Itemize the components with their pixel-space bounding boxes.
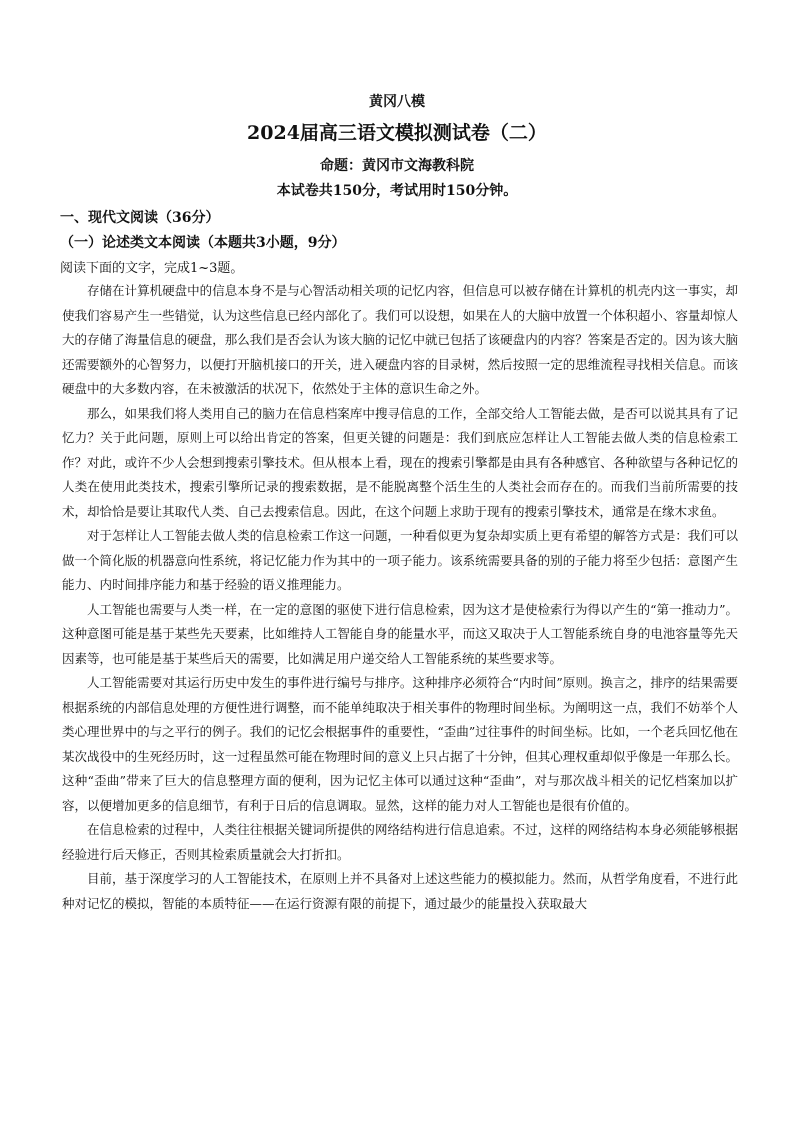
passage-paragraph-4: 人工智能也需要与人类一样，在一定的意图的驱使下进行信息检索，因为这才是使检索行为得以产生的“第一推动力”。这种意图可能是基于某些先天要素，比如维持人工智能自身的能量水平，而这又取决于人工智能系统自身的电池容量等先天因素等，也可能是基于某些后天的需要，比如满足用户递交给人工智能系统的某些要求等。 (62, 601, 738, 666)
passage-paragraph-3: 对于怎样让人工智能去做人类的信息检索工作这一问题，一种看似更为复杂却实质上更有希望的解答方式是：我们可以做一个简化版的机器意向性系统，将记忆能力作为其中的一项子能力。该系统需要具备的别的子能力将至少包括：意图产生能力、内时间排序能力和基于经验的语义推理能力。 (62, 528, 738, 592)
section-heading-part1: 一、现代文阅读（36分） (60, 210, 220, 226)
section-heading-part1-sub1: （一）论述类文本阅读（本题共3小题，9分） (60, 235, 346, 251)
passage-paragraph-7: 目前，基于深度学习的人工智能技术，在原则上并不具备对上述这些能力的模拟能力。然而，从哲学角度看，不进行此种对记忆的模拟，智能的本质特征——在运行资源有限的前提下，通过最少的能量投入获取最大 (62, 871, 738, 911)
passage-paragraph-6: 在信息检索的过程中，人类往往根据关键词所提供的网络结构进行信息追索。不过，这样的网络结构本身必须能够根据经验进行后天修正，否则其检索质量就会大打折扣。 (62, 822, 738, 862)
exam-subtitle: 黄冈八模 (369, 94, 425, 110)
exam-info: 本试卷共150分，考试用时150分钟。 (276, 183, 518, 199)
exam-title: 2024届高三语文模拟测试卷（二） (247, 122, 547, 144)
exam-author: 命题：黄冈市文海教科院 (320, 158, 474, 174)
reading-instruction: 阅读下面的文字，完成1~3题。 (60, 261, 244, 276)
passage-paragraph-5: 人工智能需要对其运行历史中发生的事件进行编号与排序。这种排序必须符合“内时间”原则。换言之，排序的结果需要根据系统的内部信息处理的方便性进行调整，而不能单纯取决于相关事件的物理时间坐标。为阐明这一点，我们不妨举个人类心理世界中的与之平行的例子。我们的记忆会根据事件的重要性，“歪曲”过往事件的时间坐标。比如，一个老兵回忆他在某次战役中的生死经历时，这一过程虽然可能在物理时间的意义上只占据了十分钟，但其心理权重却似乎像是一年那么长。这种“歪曲”带来了巨大的信息整理方面的便利，因为记忆主体可以通过这种“歪曲”，对与那次战斗相关的记忆档案加以扩容，以便增加更多的信息细节，有利于日后的信息调取。显然，这样的能力对人工智能也是很有价值的。 (62, 675, 738, 813)
passage-paragraph-1: 存储在计算机硬盘中的信息本身不是与心智活动相关项的记忆内容，但信息可以被存储在计算机的机壳内这一事实，却使我们容易产生一些错觉，认为这些信息已经内部化了。我们可以设想，如果在人的大脑中放置一个体积超小、容量却惊人大的存储了海量信息的硬盘，那么我们是否会认为该大脑的记忆中就已包括了该硬盘内的内容？答案是否定的。因为该大脑还需要额外的心智努力，以便打开脑机接口的开关，进入硬盘内容的目录树，然后按照一定的思维流程寻找相关信息。而该硬盘中的大多数内容，在未被激活的状况下，依然处于主体的意识生命之外。 (62, 283, 738, 396)
passage-paragraph-2: 那么，如果我们将人类用自己的脑力在信息档案库中搜寻信息的工作，全部交给人工智能去做，是否可以说其具有了记忆力？关于此问题，原则上可以给出肯定的答案，但更关键的问题是：我们到底应怎样让人工智能去做人类的信息检索工作？对此，或许不少人会想到搜索引擎技术。但从根本上看，现在的搜索引擎都是由具有各种感官、各种欲望与各种记忆的人类在使用此类技术，搜索引擎所记录的搜索数据，是不能脱离整个活生生的人类社会而存在的。而我们当前所需要的技术，却恰恰是要让其取代人类、自己去搜索信息。因此，在这个问题上求助于现有的搜索引擎技术，通常是在缘木求鱼。 (62, 405, 738, 519)
reading-passage (62, 279, 738, 1059)
